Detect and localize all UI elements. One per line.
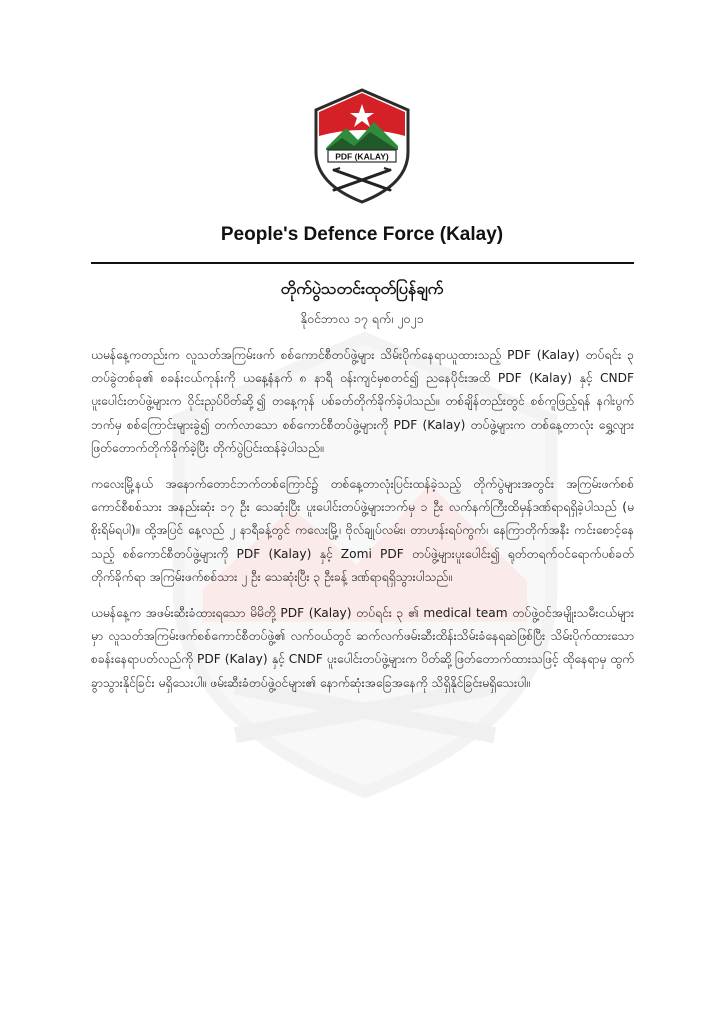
pdf-kalay-logo-icon [312, 88, 412, 204]
paragraph: ယမန်နေ့ကတည်းက လူသတ်အကြမ်းဖက် စစ်ကောင်စီတပ်ဖွဲ့များ သိမ်းပိုက်နေရာယူထားသည့် PDF (Kalay) တပ်ရင်း ၃ တပ်ခွဲတစ်ခု၏ စခန်းငယ်ကုန်းကို ယနေ့နံနက် ၈ နာရီ ဝန်းကျင်မှစတင်၍ ညနေပိုင်းအထိ PDF (Kalay) နှင့် CNDF ပူးပေါင်းတပ်ဖွဲ့များက ဝိုင်းညှပ်ပိတ်ဆို့၍ တနေ့ကုန် ပစ်ခတ်တိုက်ခိုက်ခဲ့ပါသည်။ တစ်ချိန်တည်းတွင် စစ်ကူဖြည့်ရန် နဂါးပွက်ဘက်မှ စစ်ကြောင်းများခွဲ၍ တက်လာသော စစ်ကောင်စီတပ်ဖွဲ့များကို PDF (Kalay) တပ်ဖွဲ့များက တစ်နေ့တာလုံး ရွှေ့လျား ဖြတ်တောက်တိုက်ခိုက်ခဲ့ပြီး တိုက်ပွဲပြင်းထန်ခဲ့ပါသည်။ [91, 348, 634, 455]
paragraph: ယမန်နေ့က အဖမ်းဆီးခံထားရသော မိမိတို့ PDF (Kalay) တပ်ရင်း ၃ ၏ medical team တပ်ဖွဲ့ဝင်အမျိုးသမီးငယ်များမှာ လူသတ်အကြမ်းဖက်စစ်ကောင်စီတပ်ဖွဲ့၏ လက်ဝယ်တွင် ဆက်လက်ဖမ်းဆီးထိန်းသိမ်းခံနေရဆဲဖြစ်ပြီး သိမ်းပိုက်ထားသော စခန်းနေရာပတ်လည်ကို PDF (Kalay) နှင့် CNDF ပူးပေါင်းတပ်ဖွဲ့များက ပိတ်ဆို့ဖြတ်တောက်ထားသဖြင့် ထိုနေရာမှ ထွက်ခွာသွားနိုင်ခြင်း မရှိသေးပါ။ ဖမ်းဆီးခံတပ်ဖွဲ့ဝင်များ၏ နောက်ဆုံးအခြေအနေကို သိရှိနိုင်ခြင်းမရှိသေးပါ။ [91, 606, 634, 690]
document-body [91, 344, 634, 708]
header-divider [91, 262, 634, 264]
organization-name: People's Defence Force (Kalay) [220, 224, 504, 245]
document-date: နိုဝင်ဘာလ ၁၇ ရက်၊ ၂၀၂၁ [300, 311, 424, 326]
paragraph: ကလေးမြို့နယ် အနောက်တောင်ဘက်တစ်ကြောင်၌ တစ်နေ့တာလုံးပြင်းထန်ခဲ့သည့် တိုက်ပွဲများအတွင်း အကြမ်းဖက်စစ်ကောင်စီစစ်သား အနည်းဆုံး ၁၇ ဦး သေဆုံးပြီး ပူးပေါင်းတပ်ဖွဲ့များဘက်မှ ၁ ဦး လက်နက်ကြီးထိမှန်ဒဏ်ရာရရှိခဲ့ပါသည် (မစိုးရိမ်ရပါ)။ ထို့အပြင် နေ့လည် ၂ နာရီခန့်တွင် ကလေးမြို့၊ ဗိုလ်ချုပ်လမ်း၊ တာဟန်းရပ်ကွက်၊ နေကြာတိုက်အနီး ကင်းစောင့်နေသည့် စစ်ကောင်စီတပ်ဖွဲ့များကို PDF (Kalay) နှင့် Zomi PDF တပ်ဖွဲ့များပူးပေါင်း၍ ရုတ်တရက်ဝင်ရောက်ပစ်ခတ်တိုက်ခိုက်ရာ အကြမ်းဖက်စစ်သား ၂ ဦး သေဆုံးပြီး ၃ ဦးခန့် ဒဏ်ရာရရှိသွားပါသည်။ [91, 477, 634, 584]
document-title: တိုက်ပွဲသတင်းထုတ်ပြန်ချက် [280, 279, 444, 298]
logo-label: PDF (KALAY) [335, 151, 389, 162]
